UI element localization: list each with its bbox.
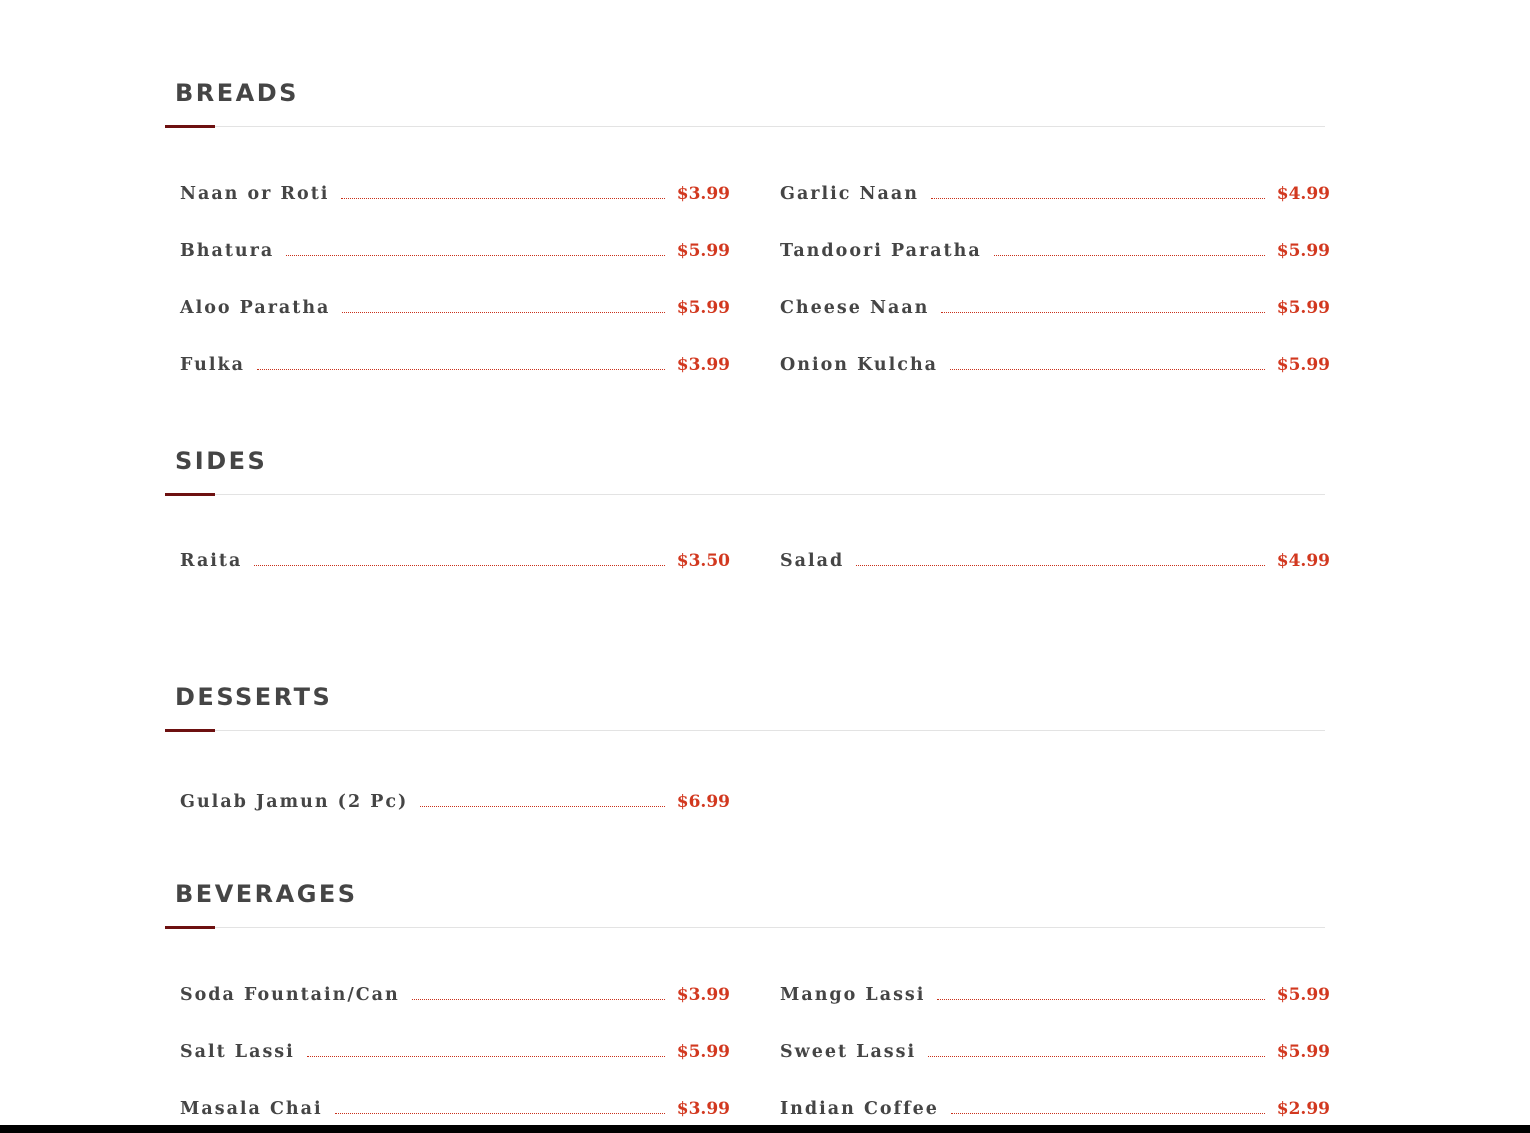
dotted-leader xyxy=(341,198,664,199)
section-title: BREADS xyxy=(175,79,299,107)
dotted-leader xyxy=(941,312,1264,313)
menu-item-name: Soda Fountain/Can xyxy=(180,985,400,1005)
menu-item-name: Garlic Naan xyxy=(780,184,919,204)
menu-item-price: $5.99 xyxy=(676,241,730,261)
menu-item xyxy=(180,980,730,1010)
dotted-leader xyxy=(950,369,1265,370)
section-divider xyxy=(165,494,1325,495)
menu-item-price: $5.99 xyxy=(1276,1042,1330,1062)
menu-item-name: Cheese Naan xyxy=(780,298,930,318)
menu-section-beverages xyxy=(165,879,1325,939)
menu-item-price: $3.50 xyxy=(676,551,730,571)
menu-item xyxy=(180,236,730,266)
menu-item-name: Naan or Roti xyxy=(180,184,330,204)
section-divider xyxy=(165,126,1325,127)
menu-item-price: $3.99 xyxy=(676,985,730,1005)
menu-item xyxy=(780,179,1330,209)
dotted-leader xyxy=(420,806,664,807)
section-accent-underline xyxy=(165,926,215,929)
menu-item xyxy=(180,546,730,576)
menu-item-price: $5.99 xyxy=(1276,985,1330,1005)
menu-item-price: $3.99 xyxy=(676,1099,730,1119)
section-accent-underline xyxy=(165,493,215,496)
menu-item xyxy=(780,236,1330,266)
section-divider xyxy=(165,730,1325,731)
menu-item-price: $3.99 xyxy=(676,355,730,375)
menu-item-name: Raita xyxy=(180,551,243,571)
dotted-leader xyxy=(937,999,1264,1000)
menu-item-name: Sweet Lassi xyxy=(780,1042,917,1062)
menu-item xyxy=(780,350,1330,380)
menu-item xyxy=(180,787,730,817)
menu-item-price: $5.99 xyxy=(1276,355,1330,375)
menu-item-name: Mango Lassi xyxy=(780,985,926,1005)
menu-section-desserts xyxy=(165,682,1325,742)
section-title: DESSERTS xyxy=(175,683,333,711)
menu-item-name: Tandoori Paratha xyxy=(780,241,982,261)
section-accent-underline xyxy=(165,729,215,732)
dotted-leader xyxy=(856,565,1265,566)
menu-item xyxy=(180,293,730,323)
menu-item-name: Fulka xyxy=(180,355,245,375)
section-accent-underline xyxy=(165,125,215,128)
bottom-bar xyxy=(0,1125,1530,1133)
menu-item xyxy=(180,1037,730,1067)
menu-item-price: $5.99 xyxy=(676,298,730,318)
dotted-leader xyxy=(286,255,665,256)
dotted-leader xyxy=(994,255,1265,256)
section-title: BEVERAGES xyxy=(175,880,358,908)
dotted-leader xyxy=(928,1056,1265,1057)
menu-item xyxy=(180,350,730,380)
menu-item-price: $5.99 xyxy=(1276,298,1330,318)
section-divider xyxy=(165,927,1325,928)
menu-item xyxy=(780,546,1330,576)
menu-item-price: $3.99 xyxy=(676,184,730,204)
menu-section-sides xyxy=(165,446,1325,506)
menu-item xyxy=(180,1094,730,1124)
dotted-leader xyxy=(254,565,664,566)
menu-item-price: $5.99 xyxy=(1276,241,1330,261)
dotted-leader xyxy=(257,369,665,370)
dotted-leader xyxy=(335,1113,665,1114)
menu-item-price: $5.99 xyxy=(676,1042,730,1062)
menu-item-name: Gulab Jamun (2 Pc) xyxy=(180,792,409,812)
menu-item-name: Bhatura xyxy=(180,241,275,261)
menu-item-price: $4.99 xyxy=(1276,184,1330,204)
menu-item-name: Salad xyxy=(780,551,845,571)
menu-item xyxy=(780,1094,1330,1124)
menu-item xyxy=(780,1037,1330,1067)
menu-item-name: Aloo Paratha xyxy=(180,298,331,318)
menu-item-name: Masala Chai xyxy=(180,1099,323,1119)
dotted-leader xyxy=(931,198,1265,199)
dotted-leader xyxy=(342,312,664,313)
menu-section-breads xyxy=(165,78,1325,138)
menu-item-name: Onion Kulcha xyxy=(780,355,939,375)
menu-item-name: Indian Coffee xyxy=(780,1099,939,1119)
dotted-leader xyxy=(951,1113,1265,1114)
menu-item xyxy=(780,293,1330,323)
dotted-leader xyxy=(412,999,665,1000)
dotted-leader xyxy=(307,1056,665,1057)
menu-item-name: Salt Lassi xyxy=(180,1042,295,1062)
section-title: SIDES xyxy=(175,447,268,475)
menu-item xyxy=(180,179,730,209)
menu-item xyxy=(780,980,1330,1010)
menu-item-price: $6.99 xyxy=(676,792,730,812)
menu-item-price: $2.99 xyxy=(1276,1099,1330,1119)
menu-item-price: $4.99 xyxy=(1276,551,1330,571)
